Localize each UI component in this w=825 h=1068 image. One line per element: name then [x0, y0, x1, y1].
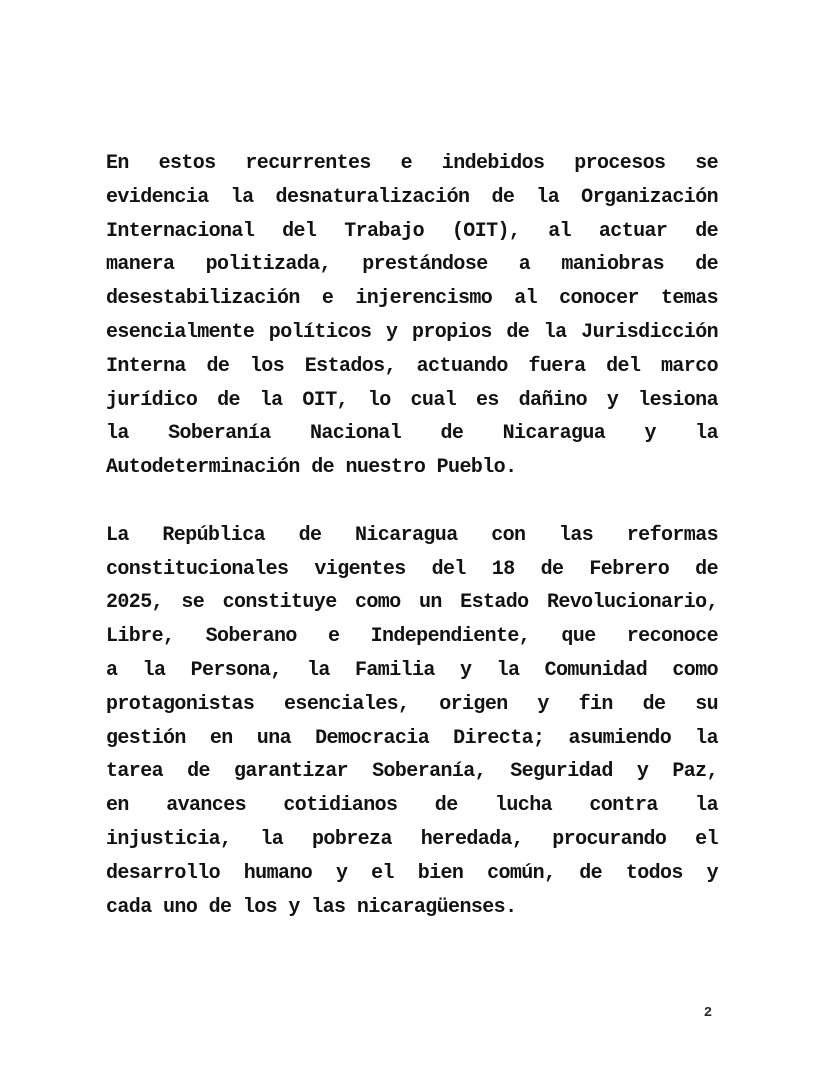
- paragraph-line: Autodeterminación de nuestro Pueblo.: [106, 456, 517, 480]
- paragraph-line: gestión en una Democracia Directa; asumiendo la: [106, 726, 718, 750]
- paragraph-line: Internacional del Trabajo (OIT), al actuar de: [106, 219, 718, 243]
- page-number: 2: [703, 1005, 713, 1021]
- paragraph-1: [106, 147, 718, 485]
- paragraph-line: jurídico de la OIT, lo cual es dañino y lesiona: [106, 388, 718, 412]
- paragraph-line: En estos recurrentes e indebidos procesos se: [106, 152, 718, 175]
- paragraph-line: protagonistas esenciales, origen y fin de su: [106, 692, 718, 716]
- paragraph-line: manera politizada, prestándose a maniobras de: [106, 253, 718, 277]
- paragraph-line: la Soberanía Nacional de Nicaragua y la: [106, 422, 718, 446]
- paragraph-line: esencialmente políticos y propios de la Jurisdicción: [106, 320, 718, 344]
- paragraph-spacer: [106, 485, 718, 519]
- paragraph-line: tarea de garantizar Soberanía, Seguridad y Paz,: [106, 760, 718, 784]
- text-content: [106, 147, 718, 924]
- paragraph-line: constitucionales vigentes del 18 de Febrero de: [106, 557, 718, 581]
- paragraph-line: cada uno de los y las nicaragüenses.: [106, 895, 517, 919]
- paragraph-line: evidencia la desnaturalización de la Organización: [106, 185, 718, 209]
- paragraph-line: Libre, Soberano e Independiente, que reconoce: [106, 625, 718, 649]
- paragraph-2: [106, 519, 718, 925]
- paragraph-line: en avances cotidianos de lucha contra la: [106, 794, 718, 818]
- paragraph-line: injusticia, la pobreza heredada, procurando el: [106, 827, 718, 851]
- paragraph-line: desestabilización e injerencismo al conocer temas: [106, 287, 718, 311]
- paragraph-line: a la Persona, la Familia y la Comunidad como: [106, 658, 718, 682]
- paragraph-line: desarrollo humano y el bien común, de todos y: [106, 861, 718, 885]
- paragraph-line: Interna de los Estados, actuando fuera del marco: [106, 354, 718, 378]
- paragraph-line: La República de Nicaragua con las reformas: [106, 523, 718, 547]
- paragraph-line: 2025, se constituye como un Estado Revolucionario,: [106, 591, 718, 615]
